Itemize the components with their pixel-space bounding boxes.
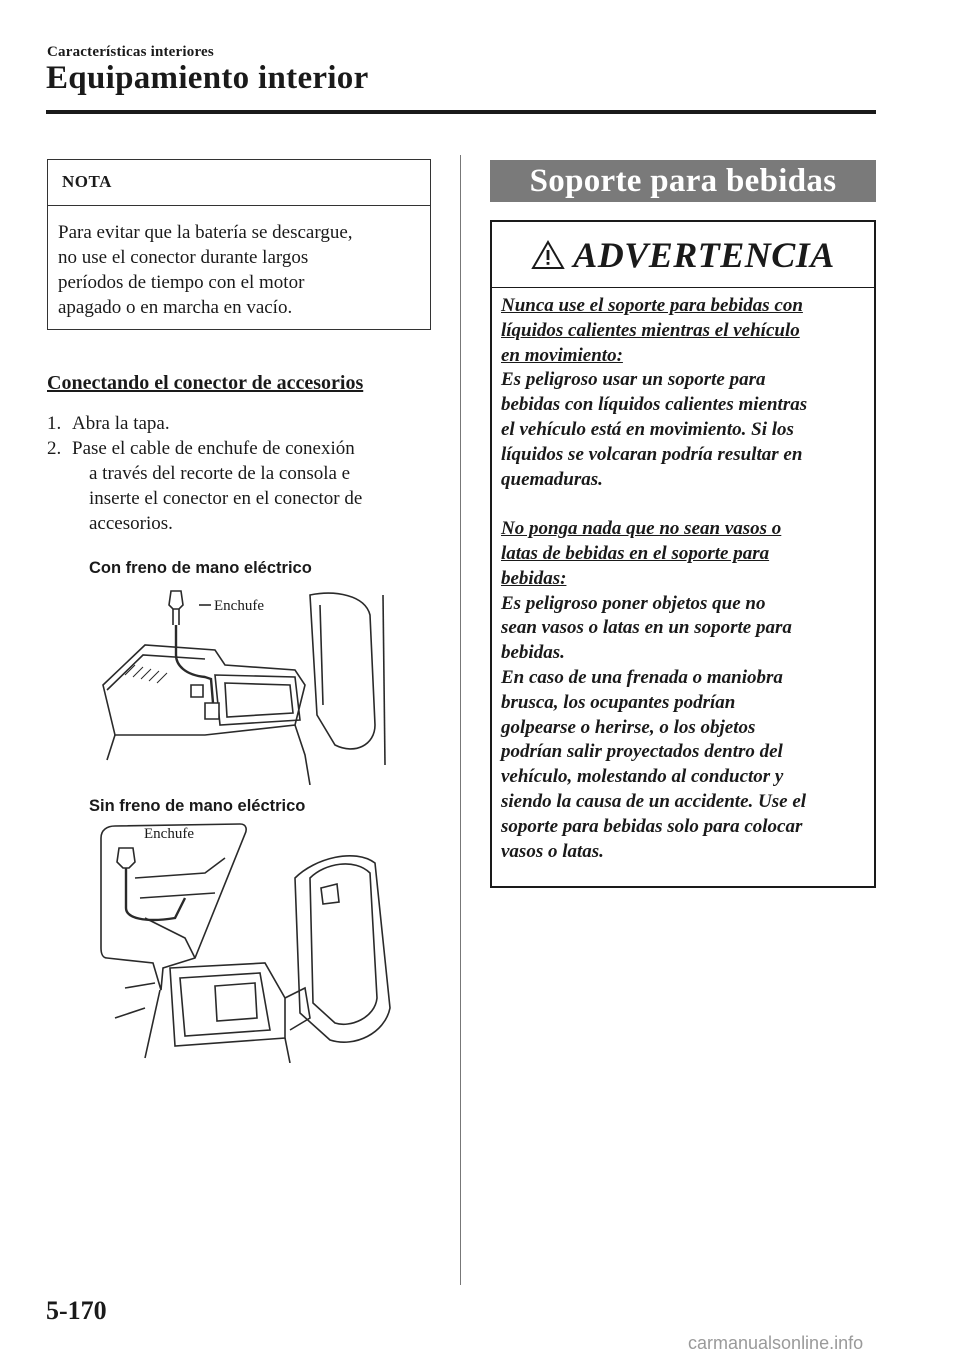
figure-callout-plug-2: Enchufe <box>144 826 194 842</box>
note-text <box>48 206 430 320</box>
step-item <box>47 436 427 536</box>
warning-line: Nunca use el soporte para bebidas con <box>501 295 803 316</box>
paragraph-gap <box>501 492 866 517</box>
step-line: Abra la tapa. <box>72 413 170 434</box>
warning-line: bebidas: <box>501 567 567 589</box>
step-line: inserte el conector en el conector de <box>89 488 363 509</box>
column-divider <box>460 155 461 1285</box>
warning-line: líquidos se volcaran podría resultar en <box>501 443 803 465</box>
note-label: NOTA <box>48 160 430 206</box>
step-number: 2. <box>47 438 62 459</box>
step-line: a través del recorte de la consola e <box>89 463 351 484</box>
header-rule <box>46 110 876 114</box>
warning-line: vasos o latas. <box>501 840 604 862</box>
page-title: Equipamiento interior <box>46 60 369 96</box>
warning-line: latas de bebidas en el soporte para <box>501 542 770 564</box>
warning-line: quemaduras. <box>501 468 603 490</box>
connecting-heading: Conectando el conector de accesorios <box>47 372 364 394</box>
warning-line: Es peligroso poner objetos que no <box>501 592 766 614</box>
figure-callout-plug: Enchufe <box>214 598 264 614</box>
console-illustration-electric <box>95 585 395 785</box>
warning-box <box>490 220 876 888</box>
warning-line: En caso de una frenada o maniobra <box>501 666 783 688</box>
warning-line: el vehículo está en movimiento. Si los <box>501 418 794 440</box>
warning-line: vehículo, molestando al conductor y <box>501 766 784 788</box>
note-line: no use el conector durante largos <box>58 247 309 268</box>
warning-line: líquidos calientes mientras el vehículo <box>501 319 800 341</box>
note-box <box>47 159 431 330</box>
warning-line: sean vasos o latas en un soporte para <box>501 617 792 639</box>
section-label: Características interiores <box>47 44 214 60</box>
page-number: 5-170 <box>46 1296 107 1325</box>
cupholder-banner: Soporte para bebidas <box>490 160 876 202</box>
warning-line: bebidas. <box>501 642 565 664</box>
warning-line: brusca, los ocupantes podrían <box>501 691 736 713</box>
figure-label-electric: Con freno de mano eléctrico <box>89 559 312 577</box>
warning-line: podrían salir proyectados dentro del <box>501 741 783 763</box>
warning-title: ADVERTENCIA <box>573 234 835 275</box>
step-line: accesorios. <box>89 513 173 534</box>
warning-line: soporte para bebidas solo para colocar <box>501 815 803 837</box>
step-line: Pase el cable de enchufe de conexión <box>72 438 355 459</box>
warning-line: golpearse o herirse, o los objetos <box>501 716 756 738</box>
warning-line: bebidas con líquidos calientes mientras <box>501 394 808 416</box>
warning-line: en movimiento: <box>501 344 623 366</box>
step-item <box>47 411 427 436</box>
step-number: 1. <box>47 413 62 434</box>
warning-line: No ponga nada que no sean vasos o <box>501 518 782 540</box>
warning-body <box>492 222 874 864</box>
figure-label-no-electric: Sin freno de mano eléctrico <box>89 797 306 815</box>
note-line: apagado o en marcha en vacío. <box>58 297 293 318</box>
warning-line: Es peligroso usar un soporte para <box>501 369 766 391</box>
watermark: carmanualsonline.info <box>688 1333 864 1353</box>
warning-line: siendo la causa de un accidente. Use el <box>501 790 807 812</box>
console-illustration-no-electric <box>85 818 415 1063</box>
note-line: períodos de tiempo con el motor <box>58 272 305 293</box>
note-line: Para evitar que la batería se descargue, <box>58 222 353 243</box>
steps-list <box>47 411 427 536</box>
